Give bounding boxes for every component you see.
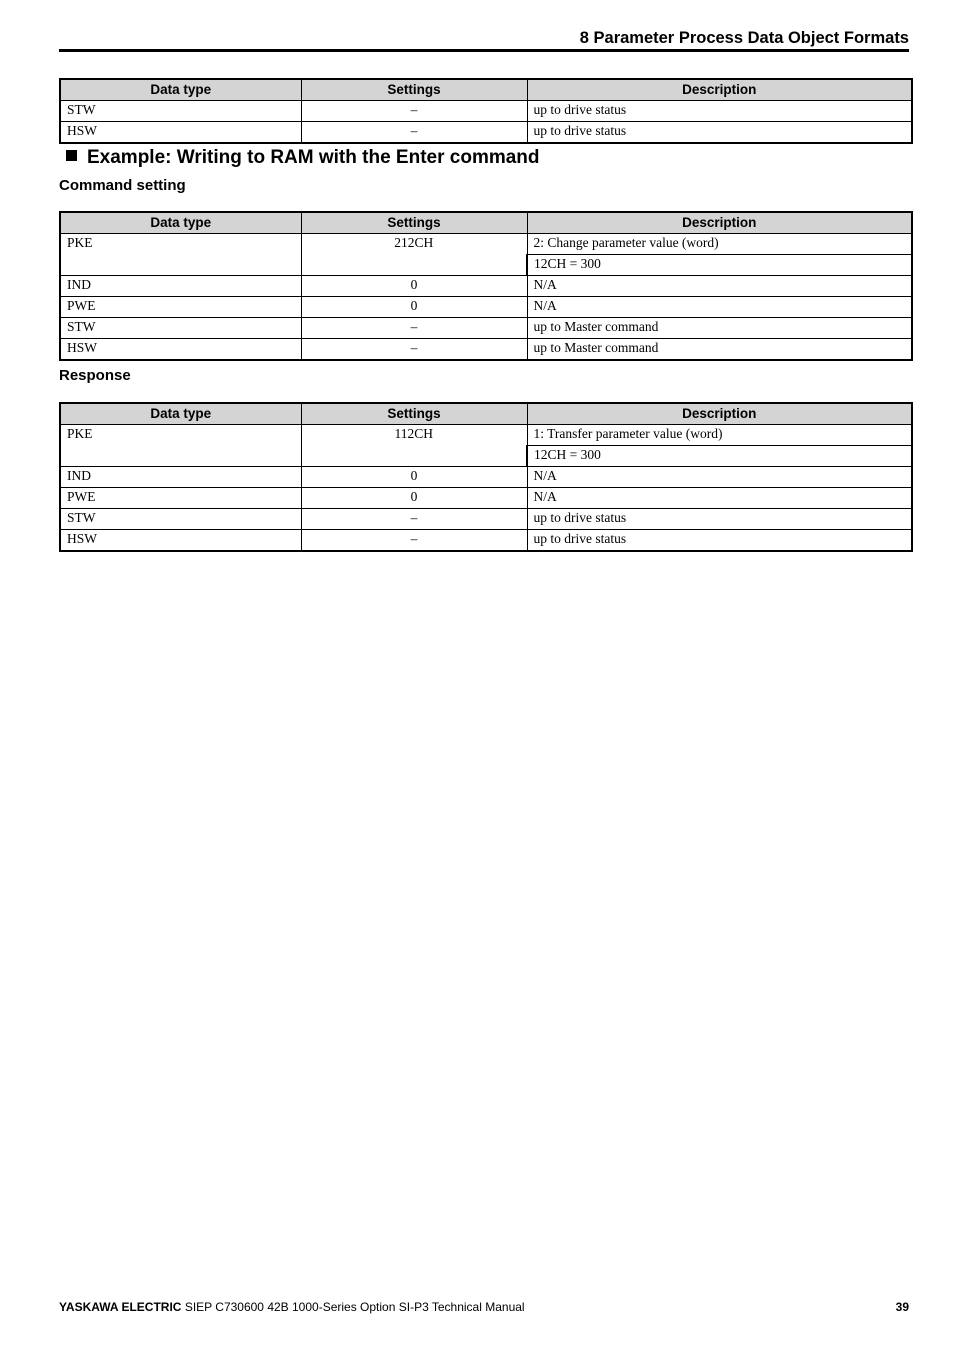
cell-description: up to drive status <box>527 122 912 144</box>
cell-settings: – <box>301 530 527 552</box>
cell-settings: – <box>301 318 527 339</box>
cell-description: up to drive status <box>527 530 912 552</box>
cell-description: 12CH = 300 <box>527 446 912 467</box>
cell-data-type: IND <box>60 276 301 297</box>
cell-data-type: HSW <box>60 530 301 552</box>
cell-data-type: HSW <box>60 339 301 361</box>
table-header-row <box>60 79 912 101</box>
cell-description: up to Master command <box>527 318 912 339</box>
table-row <box>60 276 912 297</box>
column-header-settings: Settings <box>301 403 527 425</box>
cell-description: N/A <box>527 297 912 318</box>
cell-description: up to drive status <box>527 509 912 530</box>
cell-description: 2: Change parameter value (word) <box>527 234 912 255</box>
page-header <box>59 28 909 52</box>
table-row <box>60 530 912 552</box>
cell-data-type: PWE <box>60 297 301 318</box>
cell-settings: – <box>301 122 527 144</box>
cell-settings: – <box>301 101 527 122</box>
cell-data-type: STW <box>60 101 301 122</box>
cell-data-type: HSW <box>60 122 301 144</box>
section-heading <box>66 147 540 169</box>
cell-settings: 112CH <box>301 425 527 467</box>
column-header-data-type: Data type <box>60 79 301 101</box>
cell-description: N/A <box>527 488 912 509</box>
column-header-settings: Settings <box>301 212 527 234</box>
column-header-settings: Settings <box>301 79 527 101</box>
table-row <box>60 297 912 318</box>
page-header-title: 8 Parameter Process Data Object Formats <box>579 29 909 47</box>
cell-settings: 212CH <box>301 234 527 276</box>
footer-document-title: SIEP C730600 42B 1000-Series Option SI-P3 Technical Manual <box>184 1300 525 1314</box>
cell-settings: – <box>301 509 527 530</box>
table-row <box>60 122 912 144</box>
table-row <box>60 488 912 509</box>
cell-data-type: PKE <box>60 425 301 467</box>
table-row <box>60 339 912 361</box>
page-number: 39 <box>895 1300 909 1314</box>
table-row <box>60 318 912 339</box>
cell-data-type: PKE <box>60 234 301 276</box>
column-header-data-type: Data type <box>60 212 301 234</box>
column-header-description: Description <box>527 212 912 234</box>
section-heading-text: Example: Writing to RAM with the Enter command <box>87 147 540 168</box>
table-row <box>60 467 912 488</box>
cell-settings: 0 <box>301 276 527 297</box>
cell-description: 12CH = 300 <box>527 255 912 276</box>
cell-data-type: STW <box>60 509 301 530</box>
command-setting-heading: Command setting <box>59 177 186 194</box>
column-header-description: Description <box>527 79 912 101</box>
table-header-row <box>60 403 912 425</box>
response-table <box>59 402 913 552</box>
cell-data-type: IND <box>60 467 301 488</box>
cell-data-type: STW <box>60 318 301 339</box>
cell-description: up to drive status <box>527 101 912 122</box>
page-footer <box>59 1300 909 1316</box>
table-row <box>60 425 912 446</box>
cell-settings: – <box>301 339 527 361</box>
column-header-description: Description <box>527 403 912 425</box>
cell-description: N/A <box>527 467 912 488</box>
footer-brand: YASKAWA ELECTRIC <box>59 1300 182 1314</box>
cell-description: up to Master command <box>527 339 912 361</box>
table-row <box>60 101 912 122</box>
command-setting-table <box>59 211 913 361</box>
cell-settings: 0 <box>301 488 527 509</box>
status-table <box>59 78 913 144</box>
response-heading: Response <box>59 367 131 384</box>
cell-description: N/A <box>527 276 912 297</box>
cell-settings: 0 <box>301 297 527 318</box>
cell-description: 1: Transfer parameter value (word) <box>527 425 912 446</box>
table-row <box>60 509 912 530</box>
column-header-data-type: Data type <box>60 403 301 425</box>
cell-data-type: PWE <box>60 488 301 509</box>
table-header-row <box>60 212 912 234</box>
table-row <box>60 234 912 255</box>
cell-settings: 0 <box>301 467 527 488</box>
square-bullet-icon <box>66 150 77 161</box>
